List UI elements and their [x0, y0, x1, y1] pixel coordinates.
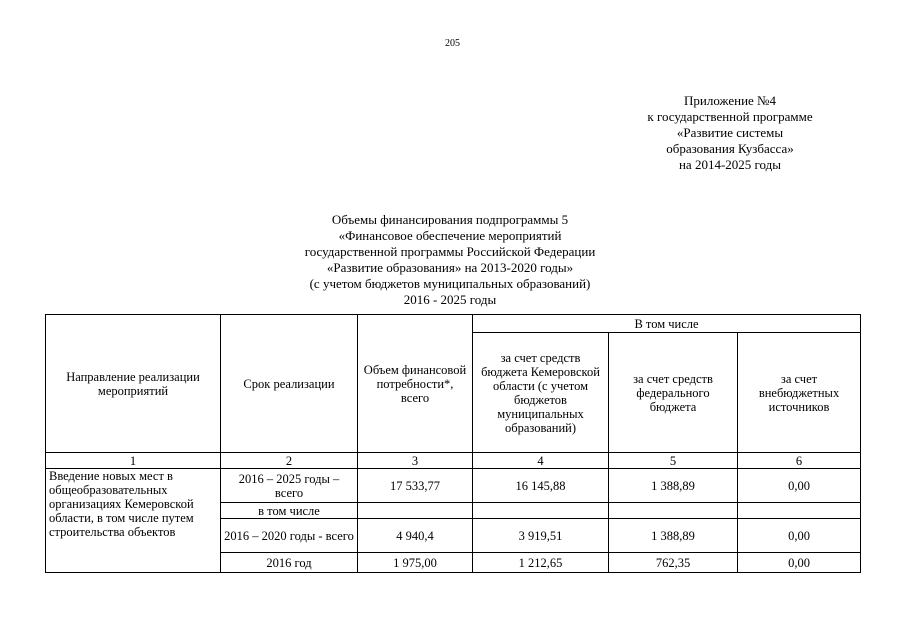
period-cell: 2016 год: [221, 553, 358, 573]
extra-cell: 0,00: [738, 469, 861, 503]
appendix-line: образования Кузбасса»: [666, 141, 794, 156]
column-number: 4: [473, 453, 609, 469]
header-row: [46, 315, 861, 333]
period-cell: 2016 – 2025 годы – всего: [221, 469, 358, 503]
regional-cell: 3 919,51: [473, 519, 609, 553]
header-federal: за счет средств федерального бюджета: [609, 333, 738, 453]
volume-cell: 1 975,00: [358, 553, 473, 573]
header-direction: Направление реализации мероприятий: [46, 315, 221, 453]
appendix-line: Приложение №4: [684, 93, 776, 108]
title-line: «Развитие образования» на 2013-2020 годы»: [326, 260, 574, 275]
column-number: 2: [221, 453, 358, 469]
financing-table: [45, 314, 861, 573]
title-line: государственной программы Российской Федерации: [304, 244, 596, 259]
federal-cell: 1 388,89: [609, 469, 738, 503]
period-cell: 2016 – 2020 годы - всего: [221, 519, 358, 553]
regional-cell: 1 212,65: [473, 553, 609, 573]
regional-cell: 16 145,88: [473, 469, 609, 503]
appendix-line: на 2014-2025 годы: [678, 157, 782, 172]
appendix-header: [615, 93, 845, 173]
title-line: (с учетом бюджетов муниципальных образований): [309, 276, 591, 291]
title-line: «Финансовое обеспечение мероприятий: [338, 228, 562, 243]
header-including: В том числе: [473, 315, 861, 333]
extra-cell: [738, 503, 861, 519]
table-row: [46, 469, 861, 503]
federal-cell: 762,35: [609, 553, 738, 573]
title-line: 2016 - 2025 годы: [403, 292, 497, 307]
column-number: 3: [358, 453, 473, 469]
federal-cell: [609, 503, 738, 519]
page-number: 205: [445, 38, 460, 49]
table-title: [230, 212, 670, 308]
column-number: 5: [609, 453, 738, 469]
extra-cell: 0,00: [738, 553, 861, 573]
direction-cell: Введение новых мест в общеобразовательных организациях Кемеровской области, в том числе путем строительства объектов: [46, 469, 221, 573]
period-cell: в том числе: [221, 503, 358, 519]
column-numbers-row: [46, 453, 861, 469]
title-line: Объемы финансирования подпрограммы 5: [331, 212, 569, 227]
appendix-line: «Развитие системы: [676, 125, 784, 140]
column-number: 1: [46, 453, 221, 469]
appendix-line: к государственной программе: [647, 109, 813, 124]
header-volume: Объем финансовой потребности*, всего: [358, 315, 473, 453]
federal-cell: 1 388,89: [609, 519, 738, 553]
header-period: Срок реализации: [221, 315, 358, 453]
volume-cell: [358, 503, 473, 519]
volume-cell: 4 940,4: [358, 519, 473, 553]
extra-cell: 0,00: [738, 519, 861, 553]
header-extra: за счет внебюджетных источников: [738, 333, 861, 453]
volume-cell: 17 533,77: [358, 469, 473, 503]
column-number: 6: [738, 453, 861, 469]
header-regional: за счет средств бюджета Кемеровской области (с учетом бюджетов муниципальных образований): [473, 333, 609, 453]
regional-cell: [473, 503, 609, 519]
